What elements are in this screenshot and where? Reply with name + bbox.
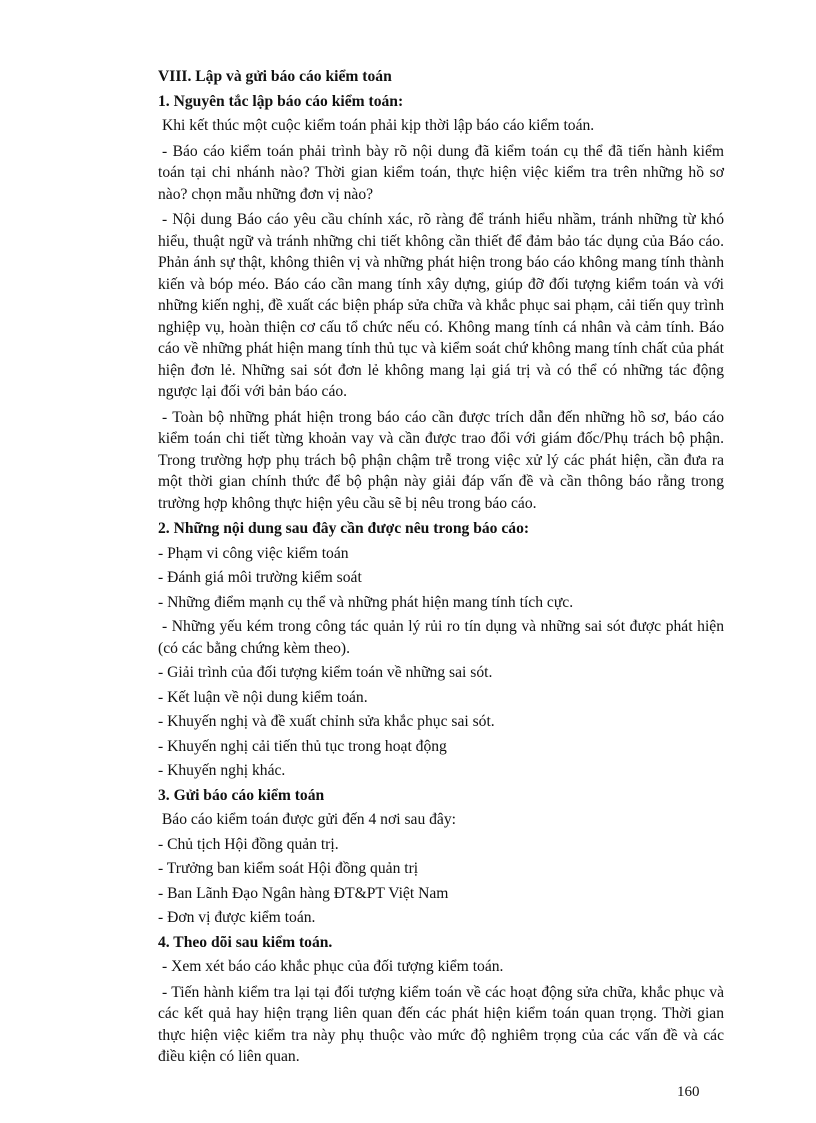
list-item: - Chủ tịch Hội đồng quản trị. bbox=[158, 835, 339, 853]
paragraph: - Xem xét báo cáo khắc phục của đối tượng kiểm toán. bbox=[162, 958, 504, 975]
list-item: - Phạm vi công việc kiểm toán bbox=[158, 544, 349, 562]
list-item: - Trưởng ban kiểm soát Hội đồng quản trị bbox=[158, 860, 419, 877]
section-title: VIII. Lập và gửi báo cáo kiểm toán bbox=[158, 68, 392, 85]
heading-1: 1. Nguyên tắc lập báo cáo kiểm toán: bbox=[158, 92, 404, 110]
list-item: - Những yếu kém trong công tác quản lý rủi ro tín dụng và những sai sót được phát hiện (có các bằng chứng kèm theo). bbox=[158, 618, 724, 657]
document-page bbox=[158, 66, 724, 1072]
page-number: 160 bbox=[677, 1084, 700, 1100]
heading-3: 3. Gửi báo cáo kiểm toán bbox=[158, 786, 325, 804]
list-item: - Đánh giá môi trường kiểm soát bbox=[158, 569, 362, 586]
paragraph: - Tiến hành kiểm tra lại tại đối tượng kiểm toán về các hoạt động sửa chữa, khắc phục và các kết quả hay hiện trạng liên quan đến các phát hiện kiểm toán quan trọng. Thời gian thực hiện việc kiểm tra này phụ thuộc vào mức độ nghiêm trọng của các vấn đề và các điều kiện có liên quan. bbox=[158, 983, 724, 1065]
list-item: - Ban Lãnh Đạo Ngân hàng ĐT&PT Việt Nam bbox=[158, 884, 449, 902]
paragraph: - Báo cáo kiểm toán phải trình bày rõ nội dung đã kiểm toán cụ thể đã tiến hành kiểm toán tại chi nhánh nào? Thời gian kiểm toán, thực hiện việc kiểm tra trên những hồ sơ nào? chọn mẫu những đơn vị nào? bbox=[158, 142, 724, 203]
paragraph: - Nội dung Báo cáo yêu cầu chính xác, rõ ràng để tránh hiểu nhầm, tránh những từ khó hiểu, thuật ngữ và tránh những chi tiết không cần thiết để đảm bảo tác dụng của Báo cáo. Phản ánh sự thật, không thiên vị và những phát hiện trong báo cáo không mang tính thành kiến và bóp méo. Báo cáo cần mang tính xây dựng, giúp đỡ đối tượng kiểm toán và với những kiến nghị, đề xuất các biện pháp sửa chữa và khắc phục sai phạm, cải tiến quy trình nghiệp vụ, hoàn thiện cơ cấu tổ chức nếu có. Không mang tính cá nhân và cảm tính. Báo cáo về những phát hiện mang tính thủ tục và kiểm soát chứ không mang tính chất của phát hiện đơn lẻ. Những sai sót đơn lẻ không mang lại giá trị và có thể có những tác động ngược lại đối với bản báo cáo. bbox=[158, 211, 724, 400]
heading-2: 2. Những nội dung sau đây cần được nêu trong báo cáo: bbox=[158, 520, 530, 537]
list-item: - Khuyến nghị cải tiến thủ tục trong hoạt động bbox=[158, 737, 447, 755]
list-item: - Đơn vị được kiểm toán. bbox=[158, 909, 316, 926]
list-item: - Kết luận về nội dung kiểm toán. bbox=[158, 688, 368, 706]
paragraph: Khi kết thúc một cuộc kiểm toán phải kịp thời lập báo cáo kiểm toán. bbox=[162, 117, 595, 134]
list-item: - Giải trình của đối tượng kiểm toán về những sai sót. bbox=[158, 664, 493, 681]
list-item: - Những điểm mạnh cụ thể và những phát hiện mang tính tích cực. bbox=[158, 593, 574, 611]
list-item: - Khuyến nghị và đề xuất chỉnh sửa khắc phục sai sót. bbox=[158, 713, 495, 730]
list-item: - Khuyến nghị khác. bbox=[158, 762, 286, 779]
paragraph: Báo cáo kiểm toán được gửi đến 4 nơi sau đây: bbox=[158, 811, 456, 828]
paragraph: - Toàn bộ những phát hiện trong báo cáo cần được trích dẫn đến những hồ sơ, báo cáo kiểm toán chi tiết từng khoản vay và cần được trao đổi với giám đốc/Phụ trách bộ phận. Trong trường hợp phụ trách bộ phận chậm trễ trong việc xử lý các phát hiện, cần đưa ra một thời gian chính thức để bộ phận này giải đáp vấn đề và cần thông báo rằng trong trường hợp không thực hiện yêu cầu sẽ bị nêu trong báo cáo. bbox=[158, 408, 724, 512]
heading-4: 4. Theo dõi sau kiểm toán. bbox=[158, 933, 333, 951]
